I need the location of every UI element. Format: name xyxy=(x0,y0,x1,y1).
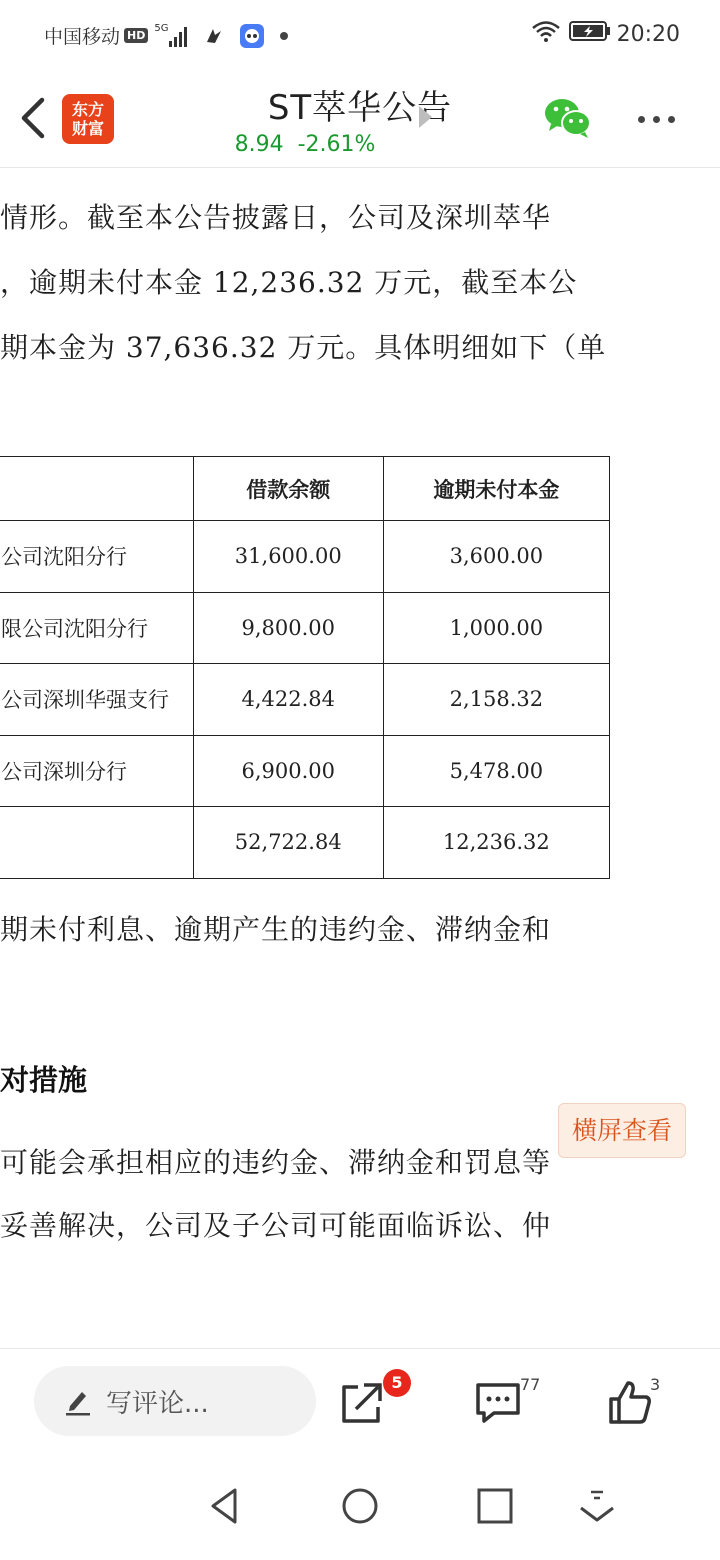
carrier-label: 中国移动 xyxy=(44,26,121,48)
table-cell: 2,158.32 xyxy=(383,664,609,736)
text-line: 妥善解决，公司及子公司可能面临诉讼、仲 xyxy=(0,1209,552,1242)
comment-count: 77 xyxy=(520,1375,541,1394)
dot-indicator-icon xyxy=(279,31,289,41)
table-cell: 4,422.84 xyxy=(193,664,383,736)
like-count: 3 xyxy=(650,1375,661,1394)
status-left xyxy=(44,22,289,49)
table-cell xyxy=(0,807,193,879)
square-recents-icon xyxy=(475,1486,515,1526)
table-header-row xyxy=(0,457,610,521)
table-cell xyxy=(0,521,193,593)
lender-name: 公司深圳分行 xyxy=(1,759,127,784)
share-icon xyxy=(338,1379,386,1427)
hd-badge: HD xyxy=(124,28,148,43)
wechat-icon xyxy=(543,96,593,140)
table-cell: 3,600.00 xyxy=(383,521,609,593)
thumbs-up-icon xyxy=(606,1379,654,1427)
table-cell: 9,800.00 xyxy=(193,592,383,664)
table-row xyxy=(0,664,610,736)
table-row xyxy=(0,735,610,807)
stock-price: 8.94 xyxy=(234,132,284,157)
logo-text-line1: 东方 xyxy=(71,100,104,119)
bottom-action-bar xyxy=(0,1348,720,1450)
table-cell: 52,722.84 xyxy=(193,807,383,879)
nav-back-button[interactable] xyxy=(205,1486,245,1526)
table-cell xyxy=(0,735,193,807)
section-heading: 对措施 xyxy=(0,1063,88,1097)
chevron-down-icon xyxy=(577,1486,617,1526)
text-line: ，逾期未付本金 12,236.32 万元，截至本公 xyxy=(0,266,578,299)
logo-text-line2: 财富 xyxy=(71,119,104,138)
network-type: 5G xyxy=(154,23,169,34)
system-nav-bar xyxy=(0,1450,720,1560)
battery-icon xyxy=(569,20,611,48)
wifi-icon xyxy=(531,20,561,48)
stock-change: -2.61% xyxy=(297,132,376,157)
table-cell xyxy=(0,592,193,664)
announcement-document[interactable] xyxy=(0,168,720,1348)
lender-name: 公司沈阳分行 xyxy=(1,545,127,570)
title-wrap xyxy=(0,80,720,129)
text-line: 情形。截至本公告披露日，公司及深圳萃华 xyxy=(0,201,552,234)
page-title[interactable]: ST萃华公告 xyxy=(267,88,453,128)
comment-bubble-icon xyxy=(474,1379,522,1427)
loan-table xyxy=(0,456,610,879)
app-header xyxy=(0,68,720,168)
comment-input[interactable] xyxy=(34,1366,316,1436)
pencil-icon xyxy=(64,1386,92,1416)
table-cell: 6,900.00 xyxy=(193,735,383,807)
text-line: 可能会承担相应的违约金、滞纳金和罚息等 xyxy=(0,1146,552,1179)
table-total-row xyxy=(0,807,610,879)
clock: 20:20 xyxy=(616,21,680,47)
table-cell: 12,236.32 xyxy=(383,807,609,879)
circle-home-icon xyxy=(340,1486,380,1526)
nav-recents-button[interactable] xyxy=(475,1486,515,1526)
wechat-share-button[interactable] xyxy=(543,96,593,140)
share-count-badge: 5 xyxy=(383,1369,411,1397)
column-header: 逾期未付本金 xyxy=(383,457,609,521)
column-header: 借款余额 xyxy=(193,457,383,521)
landscape-view-button[interactable]: 横屏查看 xyxy=(558,1103,686,1158)
table-row xyxy=(0,521,610,593)
triangle-back-icon xyxy=(205,1486,245,1526)
table-cell: 1,000.00 xyxy=(383,592,609,664)
column-header xyxy=(0,457,193,521)
notification-app-icon xyxy=(203,25,225,47)
comment-placeholder: 写评论... xyxy=(106,1388,209,1419)
table-cell xyxy=(0,664,193,736)
status-right xyxy=(531,20,680,48)
caret-right-icon[interactable] xyxy=(419,106,432,128)
table-cell: 31,600.00 xyxy=(193,521,383,593)
more-menu-button[interactable] xyxy=(638,108,686,128)
lender-name: 公司深圳华强支行 xyxy=(1,688,169,713)
text-line: 期本金为 37,636.32 万元。具体明细如下（单 xyxy=(0,331,607,364)
signal-icon xyxy=(169,25,189,47)
table-cell: 5,478.00 xyxy=(383,735,609,807)
status-bar xyxy=(0,0,720,68)
nav-dropdown-button[interactable] xyxy=(577,1486,617,1526)
lender-name: 限公司沈阳分行 xyxy=(1,616,148,641)
assistant-app-icon xyxy=(239,23,265,49)
text-line: 期未付利息、逾期产生的违约金、滞纳金和 xyxy=(0,913,552,946)
table-row xyxy=(0,592,610,664)
stock-quote xyxy=(0,132,610,157)
nav-home-button[interactable] xyxy=(340,1486,380,1526)
more-dots-icon xyxy=(638,108,683,127)
